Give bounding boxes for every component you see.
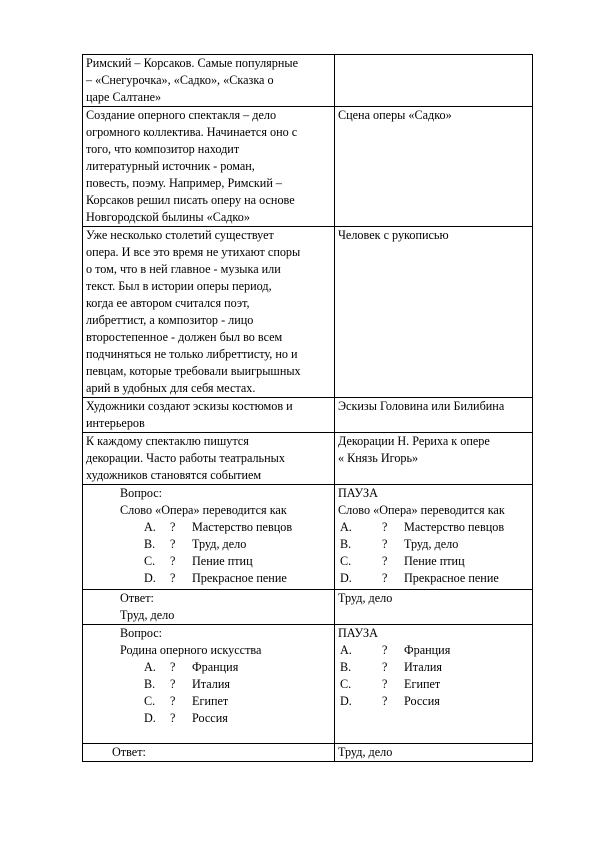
- answer-option: D. ? Россия: [340, 694, 440, 708]
- left-cell: [83, 590, 335, 625]
- left-cell: [83, 398, 335, 433]
- text-line: – «Снегурочка», «Садко», «Сказка о: [86, 73, 274, 87]
- answer-option: B. ? Труд, дело: [340, 537, 459, 551]
- answer-option: B. ? Италия: [340, 660, 443, 674]
- question-label: Вопрос:: [120, 486, 163, 500]
- slide-note: Человек с рукописью: [338, 228, 449, 242]
- text-line: текст. Был в истории оперы период,: [86, 279, 272, 293]
- answer-value: Труд, дело: [338, 745, 393, 759]
- left-cell: [83, 625, 335, 744]
- right-cell: [335, 590, 533, 625]
- slide-note: Декорации Н. Рериха к опере: [338, 434, 490, 448]
- table-row-answer-2: [83, 744, 533, 762]
- right-cell: [335, 625, 533, 744]
- table-row: [83, 398, 533, 433]
- pause-label: ПАУЗА: [338, 486, 378, 500]
- text-line: опера. И все это время не утихают споры: [86, 245, 301, 259]
- text-line: Новгородской былины «Садко»: [86, 210, 250, 224]
- text-line: К каждому спектаклю пишутся: [86, 434, 249, 448]
- answer-option: A. ? Франция: [144, 660, 239, 674]
- question-text: Родина оперного искусства: [120, 643, 262, 657]
- answer-option: D. ? Россия: [144, 711, 228, 725]
- text-line: о том, что в ней главное - музыка или: [86, 262, 281, 276]
- right-cell: [335, 55, 533, 107]
- text-line: декорации. Часто работы театральных: [86, 451, 285, 465]
- answer-option: A. ? Франция: [340, 643, 451, 657]
- slide-note: Сцена оперы «Садко»: [338, 108, 452, 122]
- text-line: царе Салтане»: [86, 90, 162, 104]
- slide-note: Эскизы Головина или Билибина: [338, 399, 505, 413]
- right-cell: [335, 398, 533, 433]
- left-cell: [83, 433, 335, 485]
- question-text: Слово «Опера» переводится как: [338, 503, 505, 517]
- left-cell: [83, 107, 335, 227]
- answer-option: B. ? Италия: [144, 677, 231, 691]
- text-line: второстепенное - должен был во всем: [86, 330, 283, 344]
- text-line: Римский – Корсаков. Самые популярные: [86, 56, 298, 70]
- text-line: подчиняться не только либреттисту, но и: [86, 347, 298, 361]
- left-cell: [83, 227, 335, 398]
- right-cell: [335, 227, 533, 398]
- table-row: [83, 55, 533, 107]
- text-line: Создание оперного спектакля – дело: [86, 108, 277, 122]
- answer-value: Труд, дело: [338, 591, 393, 605]
- text-line: певцам, которые требовали выигрышных: [86, 364, 301, 378]
- right-cell: [335, 433, 533, 485]
- right-cell: [335, 485, 533, 590]
- right-cell: [335, 744, 533, 762]
- answer-option: D. ? Прекрасное пение: [144, 571, 287, 585]
- text-line: интерьеров: [86, 416, 145, 430]
- table-row: [83, 433, 533, 485]
- slide-note: « Князь Игорь»: [338, 451, 419, 465]
- text-line: либреттист, а композитор - лицо: [86, 313, 254, 327]
- left-cell: [83, 744, 335, 762]
- answer-option: C. ? Пение птиц: [340, 554, 465, 568]
- script-table: [82, 54, 533, 762]
- table-row-answer-1: [83, 590, 533, 625]
- pause-label: ПАУЗА: [338, 626, 378, 640]
- answer-value: Труд, дело: [120, 608, 175, 622]
- text-line: арий в удобных для себя местах.: [86, 381, 256, 395]
- text-line: того, что композитор находит: [86, 142, 240, 156]
- text-line: литературный источник - роман,: [86, 159, 255, 173]
- answer-option: C. ? Египет: [144, 694, 229, 708]
- text-line: огромного коллектива. Начинается оно с: [86, 125, 298, 139]
- left-cell: [83, 55, 335, 107]
- text-line: Художники создают эскизы костюмов и: [86, 399, 293, 413]
- text-line: Корсаков решил писать оперу на основе: [86, 193, 295, 207]
- table-row-question-1: [83, 485, 533, 590]
- answer-option: A. ? Мастерство певцов: [340, 520, 505, 534]
- answer-option: C. ? Пение птиц: [144, 554, 253, 568]
- question-text: Слово «Опера» переводится как: [120, 503, 287, 517]
- answer-label: Ответ:: [112, 745, 146, 759]
- answer-label: Ответ:: [120, 591, 154, 605]
- answer-option: A. ? Мастерство певцов: [144, 520, 293, 534]
- text-line: повесть, поэму. Например, Римский –: [86, 176, 282, 190]
- question-label: Вопрос:: [120, 626, 163, 640]
- answer-option: C. ? Египет: [340, 677, 441, 691]
- text-line: когда ее автором считался поэт,: [86, 296, 250, 310]
- table-row: [83, 107, 533, 227]
- text-line: Уже несколько столетий существует: [86, 228, 274, 242]
- table-row-question-2: [83, 625, 533, 744]
- text-line: художников становятся событием: [86, 468, 262, 482]
- right-cell: [335, 107, 533, 227]
- answer-option: D. ? Прекрасное пение: [340, 571, 499, 585]
- left-cell: [83, 485, 335, 590]
- table-row: [83, 227, 533, 398]
- answer-option: B. ? Труд, дело: [144, 537, 247, 551]
